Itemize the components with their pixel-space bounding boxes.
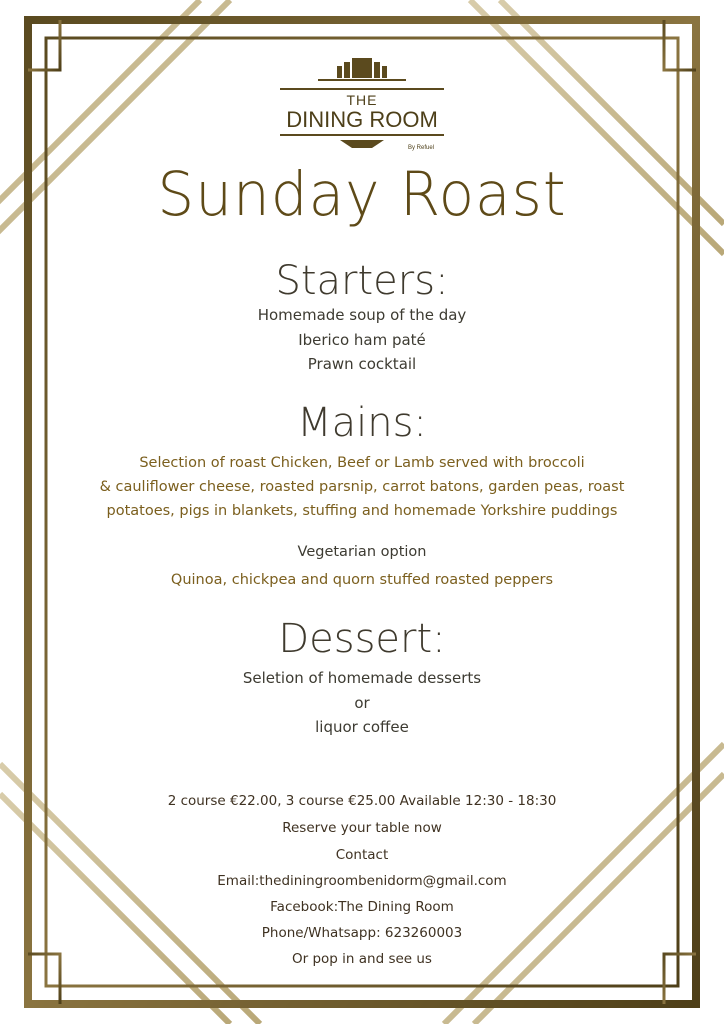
vegetarian-item: Quinoa, chickpea and quorn stuffed roasted peppers xyxy=(170,572,554,588)
dessert-heading: Dessert: xyxy=(278,616,446,662)
vegetarian-label: Vegetarian option xyxy=(297,544,427,560)
mains-description-line: potatoes, pigs in blankets, stuffing and homemade Yorkshire puddings xyxy=(106,503,618,519)
starter-item: Homemade soup of the day xyxy=(257,306,467,324)
reserve-line: Reserve your table now xyxy=(282,820,442,836)
logo xyxy=(262,56,462,156)
starter-item: Prawn cocktail xyxy=(307,355,417,373)
page-title: Sunday Roast xyxy=(157,158,567,230)
popin-line: Or pop in and see us xyxy=(292,951,432,967)
facebook-line: Facebook:The Dining Room xyxy=(270,899,454,915)
starter-item: Iberico ham paté xyxy=(298,331,426,349)
mains-description-line: Selection of roast Chicken, Beef or Lamb served with broccoli xyxy=(139,455,585,471)
mains-heading: Mains: xyxy=(297,400,427,446)
starters-heading: Starters: xyxy=(275,258,449,304)
logo-line2: DINING ROOM xyxy=(286,107,438,132)
pricing-line: 2 course €22.00, 3 course €25.00 Available 12:30 - 18:30 xyxy=(167,793,557,809)
dessert-item: Seletion of homemade desserts xyxy=(242,669,482,687)
contact-line: Contact xyxy=(335,847,389,863)
dessert-item: or xyxy=(354,694,370,712)
logo-byline: By Refuel xyxy=(407,145,434,151)
dessert-item: liquor coffee xyxy=(315,718,409,736)
mains-description-line: & cauliflower cheese, roasted parsnip, carrot batons, garden peas, roast xyxy=(99,479,625,495)
phone-line: Phone/Whatsapp: 623260003 xyxy=(261,925,463,941)
email-line: Email:thediningroombenidorm@gmail.com xyxy=(217,873,507,889)
logo-line1: THE xyxy=(346,92,378,108)
